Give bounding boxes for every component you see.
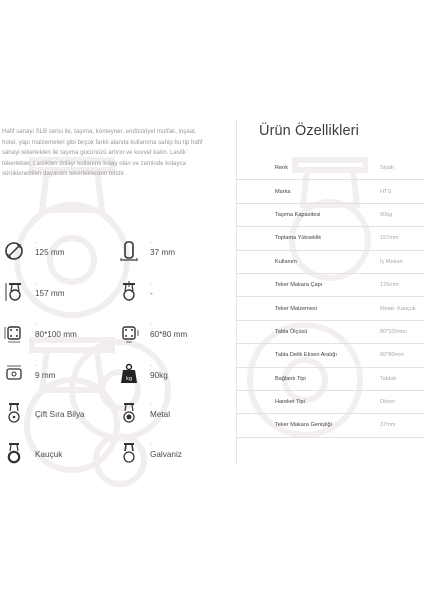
property-value: 60*80mm xyxy=(380,352,404,359)
table-row xyxy=(237,414,424,437)
right-panel xyxy=(237,0,424,600)
svg-text:kg: kg xyxy=(125,376,133,382)
spec-dash: - xyxy=(150,281,152,287)
wheel-diameter-icon xyxy=(3,240,25,262)
spec-dash: - xyxy=(35,281,37,287)
spec-value: 37 mm xyxy=(150,248,176,257)
table-row xyxy=(237,391,424,414)
core-material-icon xyxy=(118,402,140,424)
spec-finish xyxy=(118,442,182,468)
table-row xyxy=(237,180,424,203)
spec-value: 9 mm xyxy=(35,371,56,380)
product-description: Hafif sanayi SLB serisi ile, taşıma, konteyner, endüstriyel mutfak, inşaat, hotel, yapı malzemeleri gibi birçok farklı alanda kullanıma sahip bu tip hafif sanayi tekerlekleri ile taşıma gücünüzü artırın ve kuvvet katın. Lastik tekerlekler, Lastikten dolayı kullanımı kolay olan ve zeminde kolayca sürüklenebilen dayanıklı tekerleklerden biridir. xyxy=(2,128,203,178)
spec-value: 60*80 mm xyxy=(150,330,188,339)
table-row xyxy=(237,297,424,320)
spec-value: 80*100 mm xyxy=(35,330,77,339)
property-value: 125mm xyxy=(380,282,399,289)
property-value: Metal- Kauçuk xyxy=(380,305,416,312)
property-key: Tabla Delik Eksen Aralığı xyxy=(275,352,337,359)
spec-value: - xyxy=(150,289,153,298)
table-row xyxy=(237,157,424,180)
spec-hole-spacing xyxy=(118,322,188,348)
spec-tread-material xyxy=(3,442,63,468)
property-key: Toplama Yükseklik xyxy=(275,235,322,242)
properties-title: Ürün Özellikleri xyxy=(259,123,359,139)
spec-dash: - xyxy=(150,240,152,246)
offset-icon xyxy=(118,281,140,303)
spec-dash: - xyxy=(35,240,37,246)
spec-dash: - xyxy=(150,442,152,448)
spec-dash: - xyxy=(35,402,37,408)
property-key: Bağlantı Tipi xyxy=(275,375,306,382)
spec-value: 125 mm xyxy=(35,248,65,257)
property-value: Siyah xyxy=(380,165,394,172)
spec-dash: - xyxy=(150,363,152,369)
property-key: Taşıma Kapasitesi xyxy=(275,211,321,218)
finish-icon xyxy=(118,442,140,464)
property-key: Teker Makara Çapı xyxy=(275,282,323,289)
spec-hole-diameter xyxy=(3,363,56,389)
property-value: Tablalı xyxy=(380,375,397,382)
property-value: 90kg xyxy=(380,211,393,218)
spec-weight xyxy=(118,363,168,389)
table-row xyxy=(237,344,424,367)
property-key: Tabla Ölçüsü xyxy=(275,328,308,335)
spec-bearing xyxy=(3,402,85,428)
property-value: 157mm xyxy=(380,235,399,242)
spec-dash: - xyxy=(150,402,152,408)
property-key: Teker Malzemesi xyxy=(275,305,317,312)
bearing-icon xyxy=(3,402,25,424)
property-key: Teker Makara Genişliği xyxy=(275,422,332,429)
spec-value: Metal xyxy=(150,410,171,419)
hole-diameter-icon xyxy=(3,363,25,385)
property-value: HTS xyxy=(380,188,392,195)
spec-dash: - xyxy=(150,322,152,328)
plate-size-icon xyxy=(3,322,25,344)
table-row xyxy=(237,368,424,391)
spec-value: Galvaniz xyxy=(150,450,182,459)
spec-dash: - xyxy=(35,363,37,369)
property-value: 80*100mm xyxy=(380,328,408,335)
hole-spacing-icon xyxy=(118,322,140,344)
table-row xyxy=(237,321,424,344)
property-key: Kullanım xyxy=(275,258,297,265)
property-value: Döner xyxy=(380,399,396,406)
spec-wheel-diameter xyxy=(3,240,65,266)
spec-total-height xyxy=(3,281,65,307)
spec-core-material xyxy=(118,402,171,428)
properties-table xyxy=(237,157,424,438)
total-height-icon xyxy=(3,281,25,303)
weight-icon xyxy=(118,363,140,385)
spec-plate-size xyxy=(3,322,77,348)
property-key: Hareket Tipi xyxy=(275,399,305,406)
table-row xyxy=(237,251,424,274)
spec-dash: - xyxy=(35,322,37,328)
spec-offset xyxy=(118,281,153,307)
property-key: Marka xyxy=(275,188,291,195)
property-key: Renk xyxy=(275,165,289,172)
spec-value: 90kg xyxy=(150,371,168,380)
tread-material-icon xyxy=(3,442,25,464)
spec-value: 157 mm xyxy=(35,289,65,298)
table-row xyxy=(237,204,424,227)
spec-dash: - xyxy=(35,442,37,448)
spec-value: Çift Sıra Bilya xyxy=(35,410,85,419)
wheel-width-icon xyxy=(118,240,140,262)
property-value: 37mm xyxy=(380,422,396,429)
spec-value: Kauçuk xyxy=(35,450,63,459)
property-value: İç Mekan xyxy=(380,258,403,265)
table-row xyxy=(237,274,424,297)
table-row xyxy=(237,227,424,250)
spec-wheel-width xyxy=(118,240,176,266)
